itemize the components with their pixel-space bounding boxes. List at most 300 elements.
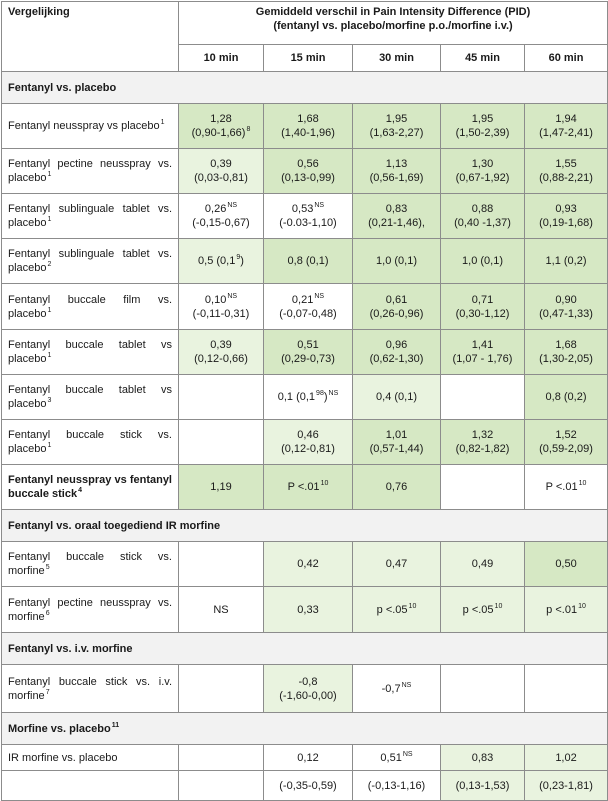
row-label [2,104,179,149]
cell-line1 [185,112,257,126]
cell-ci: (0,82-1,82) [455,443,510,455]
section-row [2,713,608,745]
cell-line2 [359,442,434,456]
row-label-text: Fentanyl sublinguale tablet vs. placebo [8,203,172,229]
value-cell [353,149,441,194]
cell-ci: (0,19-1,68) [539,217,593,229]
cell-line2 [447,171,518,185]
cell-value: 1,0 (0,1) [376,255,417,267]
cell-value: 0,10 [204,293,227,306]
section-title-text: Fentanyl vs. placebo [8,81,117,94]
row-label-text: Fentanyl neusspray vs fentanyl buccale stick [8,474,172,500]
cell-value: 1,0 (0,1) [462,255,503,267]
value-cell [441,284,525,330]
row-label-text: Fentanyl buccale stick vs. morfine [8,551,172,577]
value-cell [525,542,608,587]
cell-line1 [447,338,518,352]
cell-value: P <.01 [287,481,320,493]
cell-line1 [270,428,346,442]
cell-line2 [185,307,257,321]
cell-line1 [447,202,518,216]
value-cell [179,542,264,587]
cell-value: 0,47 [385,558,408,570]
cell-ci: (0,23-1,81) [539,779,593,792]
value-cell [441,542,525,587]
cell-sup: 10 [320,480,329,487]
cell-ci: (1,63-2,27) [369,127,424,139]
table-row [2,587,608,633]
cell-line2 [531,126,601,140]
value-cell [441,375,525,420]
cell-line2 [185,171,257,185]
cell-ci: (0,57-1,44) [369,443,424,455]
cell-line1 [531,293,601,307]
table-row [2,745,608,771]
cell-tail: ) [240,255,244,267]
value-cell [353,745,441,771]
pid-comparison-table [1,1,608,801]
cell-ci: (0,26-0,96) [369,307,424,320]
ci-cell [179,771,264,801]
row-label-text: Fentanyl buccale film vs. placebo [8,293,172,320]
value-cell [525,465,608,510]
cell-ci: (0,12-0,66) [194,353,248,365]
cell-value: 0,39 [210,158,232,170]
cell-value: 0,96 [385,339,408,351]
cell-line1 [270,112,346,126]
cell-value: 0,61 [385,293,408,306]
cell-line2 [359,307,434,321]
cell-line1 [185,157,257,171]
value-cell [353,194,441,239]
cell-value: 0,83 [471,751,494,764]
value-cell [525,745,608,771]
cell-ci: (0,62-1,30) [369,353,424,365]
cell-line1 [447,157,518,171]
time-header-60: 60 min [525,45,608,72]
cell-ci: (0,88-2,21) [539,172,593,184]
section-title [2,510,608,542]
cell-line1 [531,338,601,352]
value-cell [179,284,264,330]
cell-value: 1,28 [210,113,232,125]
cell-line2 [531,442,601,456]
cell-line1 [531,428,601,442]
value-cell [525,587,608,633]
cell-value: 0,76 [385,481,408,493]
value-cell [264,587,353,633]
section-title [2,713,608,745]
row-label-ref: 7 [45,688,50,696]
cell-sup: 9 [236,254,241,261]
time-header-45: 45 min [441,45,525,72]
row-label-text: Fentanyl buccale stick vs. i.v. morfine [8,675,172,702]
row-label-text: Fentanyl buccale stick vs. placebo [8,429,172,455]
cell-value: 1,01 [385,429,408,441]
value-cell [179,420,264,465]
value-cell [353,104,441,149]
cell-line2 [185,126,257,140]
value-cell [441,420,525,465]
cell-value: 0,4 (0,1) [376,391,417,403]
cell-line2 [270,307,346,321]
value-cell [441,465,525,510]
cell-line2 [447,216,518,230]
cell-value: 0,46 [297,429,319,441]
cell-ci: (1,07 - 1,76) [452,353,513,365]
value-cell [353,375,441,420]
cell-line2 [447,126,518,140]
value-cell [525,665,608,713]
row-label-text: Fentanyl pectine neusspray vs. morfine [8,596,172,623]
cell-value: 0,21 [291,293,314,306]
cell-value: 1,30 [471,158,494,170]
cell-value: 0,83 [385,203,408,215]
table-row [2,420,608,465]
row-label [2,284,179,330]
table-row [2,665,608,713]
value-cell [179,465,264,510]
cell-value: 0,56 [297,158,319,170]
cell-sup-ns: NS [328,390,339,397]
cell-sup: 8 [246,126,251,133]
cell-value: 1,95 [385,113,408,125]
value-cell [264,330,353,375]
cell-value: p <.01 [546,603,578,616]
value-cell [353,465,441,510]
value-cell [179,375,264,420]
row-label-text: Fentanyl sublinguale tablet vs. placebo [8,248,172,274]
cell-line2 [531,307,601,321]
value-cell [525,375,608,420]
cell-value: 0,33 [297,603,319,616]
cell-line1 [531,112,601,126]
cell-ci: (1,50-2,39) [455,127,510,139]
row-label-ref: 1 [47,306,52,314]
value-cell [525,420,608,465]
cell-ci: (-0,13-1,16) [367,779,426,792]
value-cell [525,149,608,194]
row-label-text: Fentanyl pectine neusspray vs. placebo [8,158,172,184]
row-label [2,375,179,420]
row-label [2,420,179,465]
time-header-15: 15 min [264,45,353,72]
cell-line2 [359,352,434,366]
cell-line1 [359,202,434,216]
cell-value: 0,5 (0,1 [198,255,236,267]
row-label-text: Fentanyl buccale tablet vs placebo [8,384,172,410]
table-row [2,375,608,420]
cell-line2 [270,126,346,140]
time-header-10: 10 min [179,45,264,72]
cell-line2 [270,171,346,185]
cell-sup: NS [227,292,238,300]
cell-ci: (0,67-1,92) [455,172,510,184]
value-cell [179,104,264,149]
cell-sup: NS [401,681,412,689]
cell-value: 1,95 [471,113,494,125]
row-label-ref: 1 [47,352,52,359]
ci-cell [353,771,441,801]
ci-cell [441,771,525,801]
table-row [2,465,608,510]
cell-line1 [185,338,257,352]
cell-value: 0,26 [204,203,227,215]
cell-line1 [359,428,434,442]
value-cell [264,375,353,420]
cell-line2 [270,442,346,456]
cell-ci: (-0.03-1,10) [279,217,337,229]
row-label [2,330,179,375]
cell-ci: (0,90-1,66) [191,127,246,139]
row-label-ref: 4 [78,487,82,494]
cell-line2 [447,352,518,366]
section-title-text: Fentanyl vs. i.v. morfine [8,642,133,655]
section-row [2,72,608,104]
cell-value: 0,8 (0,2) [545,391,587,403]
cell-value: -0,7 [381,682,401,695]
table-row [2,194,608,239]
cell-line2 [359,126,434,140]
section-row [2,633,608,665]
value-cell [353,239,441,284]
value-cell [441,149,525,194]
cell-ci: (0,13-0,99) [281,172,335,184]
value-cell [264,665,353,713]
row-label-empty [2,771,179,801]
value-cell [525,239,608,284]
value-cell [179,194,264,239]
cell-value: 1,02 [555,751,577,764]
cell-value: 0,39 [210,339,232,351]
cell-ci: (-1,60-0,00) [279,689,337,702]
cell-ci: (0,56-1,69) [369,172,424,184]
cell-value: 1,13 [385,158,408,170]
row-label [2,239,179,284]
cell-sup: 10 [408,602,417,610]
cell-ci: (0,12-0,81) [281,443,335,455]
value-cell [264,239,353,284]
value-cell [525,284,608,330]
value-cell [353,542,441,587]
value-cell [179,149,264,194]
table-row [2,284,608,330]
cell-line2 [185,216,257,230]
row-label-ref: 1 [47,442,52,449]
cell-line1 [447,428,518,442]
cell-ci: (0,13-1,53) [455,779,510,792]
cell-line1 [359,112,434,126]
header-corner: Vergelijking [2,2,179,72]
row-label-ref: 1 [160,119,165,126]
cell-line2 [359,216,434,230]
value-cell [179,587,264,633]
value-cell [264,194,353,239]
section-row [2,510,608,542]
cell-value: 1,55 [555,158,577,170]
row-label [2,542,179,587]
cell-ci: (-0,11-0,31) [192,307,250,320]
cell-line1 [447,293,518,307]
cell-line1 [531,157,601,171]
cell-value: 0,51 [380,751,402,764]
value-cell [264,745,353,771]
cell-line1 [270,202,346,216]
value-cell [441,587,525,633]
table-row [2,330,608,375]
value-cell [179,239,264,284]
value-cell [441,665,525,713]
value-cell [264,284,353,330]
value-cell [441,239,525,284]
cell-line2 [185,352,257,366]
cell-ci: (-0,35-0,59) [279,779,337,792]
cell-line1 [359,157,434,171]
cell-line1 [447,112,518,126]
value-cell [441,745,525,771]
cell-value: 0,50 [555,558,577,570]
row-label-ref: 1 [47,216,52,223]
cell-tail: ) [323,391,328,403]
table-row [2,104,608,149]
cell-ci: (0,21-1,46), [368,217,425,229]
value-cell [353,665,441,713]
cell-value: 1,68 [297,113,319,125]
cell-value: 0,88 [471,203,494,215]
cell-value: p <.05 [376,603,408,616]
section-title-text: Fentanyl vs. oraal toegediend IR morfine [8,519,221,532]
cell-line2 [531,352,601,366]
row-label [2,194,179,239]
cell-line2 [270,689,346,703]
cell-line2 [531,171,601,185]
cell-value: NS [213,603,229,616]
cell-value: 0,93 [555,203,577,215]
cell-line1 [270,338,346,352]
cell-ci: (-0,15-0,67) [192,217,250,229]
header-title-line2: (fentanyl vs. placebo/morfine p.o./morfine i.v.) [273,20,513,32]
cell-value: -0,8 [298,675,318,688]
table-row [2,239,608,284]
cell-line2 [447,442,518,456]
cell-value: 0,1 (0,1 [277,391,316,403]
cell-sup: 10 [494,602,503,610]
cell-sup: NS [314,292,325,300]
value-cell [264,465,353,510]
value-cell [525,104,608,149]
value-cell [441,104,525,149]
cell-ci: (1,30-2,05) [539,353,593,365]
row-label-ref: 2 [47,261,52,268]
row-label-text: IR morfine vs. placebo [8,751,118,764]
cell-ci: (0,47-1,33) [539,307,593,320]
cell-line1 [185,293,257,307]
ci-cell [264,771,353,801]
value-cell [179,665,264,713]
cell-ci: (0,29-0,73) [281,353,335,365]
cell-value: 0,12 [297,751,319,764]
value-cell [264,104,353,149]
row-label [2,745,179,771]
cell-line2 [359,171,434,185]
cell-sup: NS [314,202,325,209]
time-header-30: 30 min [353,45,441,72]
cell-value: 0,53 [291,203,314,215]
value-cell [353,284,441,330]
cell-line2 [531,216,601,230]
row-label-ref: 5 [45,564,50,571]
cell-sup: 98 [316,390,324,397]
ci-cell [525,771,608,801]
row-label [2,149,179,194]
cell-line1 [531,202,601,216]
value-cell [353,330,441,375]
value-cell [264,149,353,194]
cell-line1 [359,293,434,307]
cell-ci: (1,40-1,96) [281,127,335,139]
cell-ci: (0,40 -1,37) [454,217,511,229]
section-title-text: Morfine vs. placebo [8,722,111,735]
cell-ci: (0,30-1,12) [455,307,510,320]
value-cell [264,420,353,465]
value-cell [353,587,441,633]
cell-line1 [185,202,257,216]
table-row [2,149,608,194]
cell-sup: NS [227,202,238,209]
cell-sup: NS [402,750,413,758]
cell-ci: (0,59-2,09) [539,443,593,455]
cell-value: 0,71 [471,293,494,306]
header-title [179,2,608,45]
cell-value: 1,41 [471,339,494,351]
row-label-ref: 1 [47,171,52,178]
cell-value: 0,49 [471,558,494,570]
cell-ci: (-0,07-0,48) [279,307,337,320]
row-label-text: Fentanyl buccale tablet vs placebo [8,339,172,365]
cell-line1 [270,157,346,171]
cell-value: 1,1 (0,2) [545,255,587,267]
cell-line2 [447,307,518,321]
header-title-line1: Gemiddeld verschil in Pain Intensity Difference (PID) [255,6,531,18]
row-label [2,465,179,510]
cell-value: p <.05 [462,603,494,616]
cell-ci: (0,03-0,81) [194,172,248,184]
cell-value: 1,94 [555,113,577,125]
cell-line2 [270,352,346,366]
cell-line2 [270,216,346,230]
cell-value: 1,19 [210,481,232,493]
row-label [2,665,179,713]
cell-line1 [270,675,346,689]
cell-value: P <.01 [545,481,578,493]
cell-ci: (1,47-2,41) [539,127,593,139]
value-cell [179,745,264,771]
table-row [2,771,608,801]
section-title [2,72,608,104]
row-label-text: Fentanyl neusspray vs placebo [8,120,160,132]
cell-line1 [359,338,434,352]
cell-value: 1,68 [555,339,577,351]
row-label-ref: 3 [47,397,52,404]
row-label-ref: 6 [45,609,50,617]
cell-value: 1,32 [471,429,494,441]
cell-value: 0,90 [555,293,577,306]
value-cell [179,330,264,375]
value-cell [441,194,525,239]
value-cell [525,194,608,239]
cell-sup: 10 [578,480,587,487]
cell-value: 0,42 [297,558,319,570]
